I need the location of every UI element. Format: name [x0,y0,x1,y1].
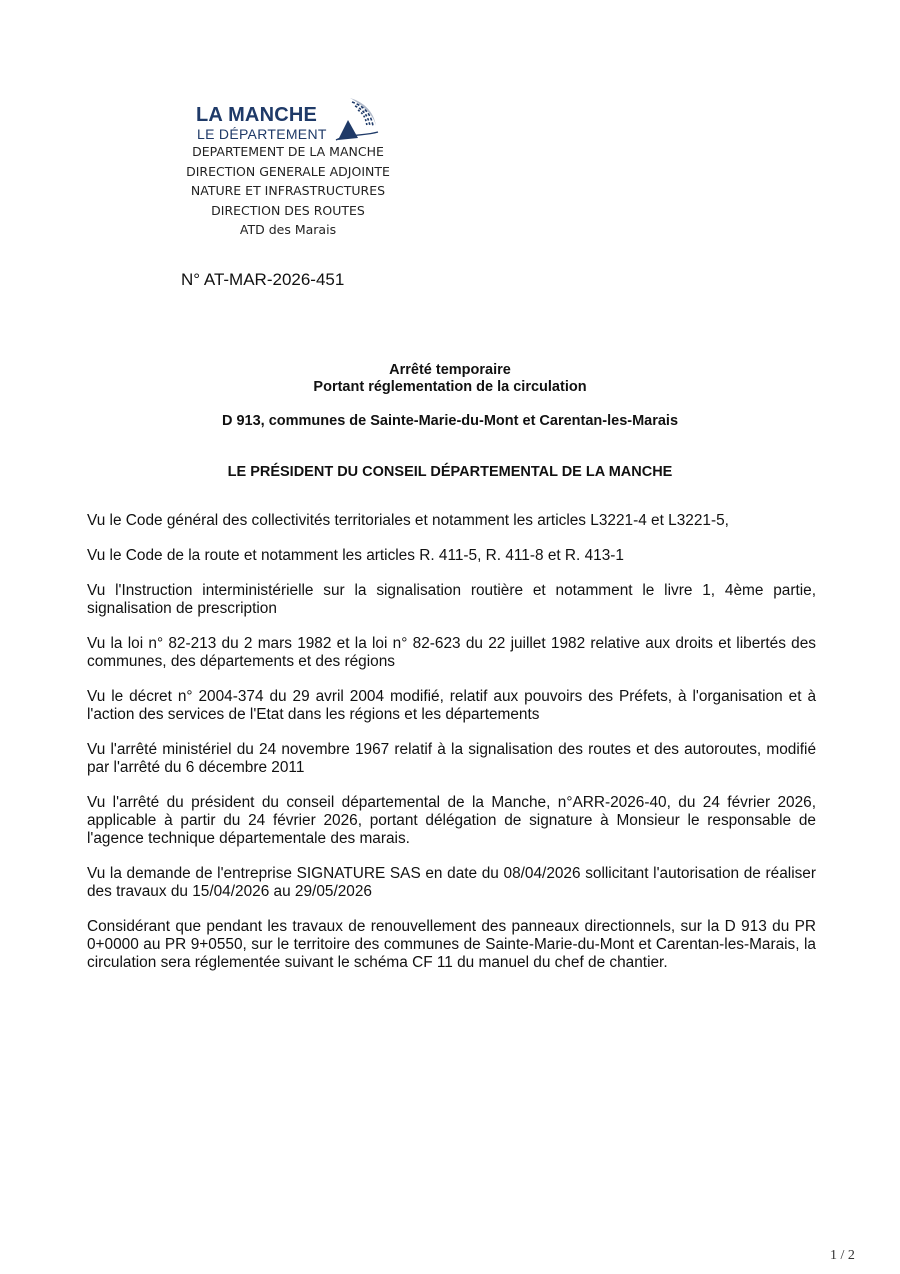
road-name: D 913 [221,413,261,429]
decree-subtitle: Portant réglementation de la circulation [313,379,587,395]
org-line: DIRECTION GENERALE ADJOINTE [186,163,390,179]
page-number: 1 / 2 [830,1248,855,1263]
manche-sail-logo-icon [334,96,380,142]
road-location [0,413,900,429]
road-communes: , communes de Sainte-Marie-du-Mont et Carentan-les-Marais [260,413,679,429]
org-line: NATURE ET INFRASTRUCTURES [190,183,386,198]
org-line: DIRECTION DES ROUTES [211,202,365,218]
considerant-paragraph: Vu le décret n° 2004-374 du 29 avril 2004 modifié, relatif aux pouvoirs des Préfets, à l'organisation et à l'action des services de l'Etat dans les régions et les départements [87,688,816,723]
decree-reference: N° AT-MAR-2026-451 [181,270,345,289]
considerant-paragraph: Vu l'arrêté du président du conseil départemental de la Manche, n°ARR-2026-40, du 24 février 2026, applicable à partir du 24 février 2026, portant délégation de signature à Monsieur le responsable de l'agence technique départementale des marais. [87,794,816,847]
considerant-paragraph: Vu le Code de la route et notamment les articles R. 411-5, R. 411-8 et R. 413-1 [87,547,624,564]
considerant-paragraph: Vu l'Instruction interministérielle sur la signalisation routière et notamment le livre 1, 4ème partie, signalisation de prescription [87,582,816,617]
considerant-paragraph: Vu la loi n° 82-213 du 2 mars 1982 et la loi n° 82-623 du 22 juillet 1982 relative aux droits et libertés des communes, des départements et des régions [87,635,816,670]
department-logo [196,96,386,142]
considerant-paragraph: Considérant que pendant les travaux de renouvellement des panneaux directionnels, sur la D 913 du PR 0+0000 au PR 9+0550, sur le territoire des communes de Sainte-Marie-du-Mont et Carentan-les-Marais, la circulation sera réglementée suivant le schéma CF 11 du manuel du chef de chantier. [87,918,816,971]
decree-title: Arrêté temporaire [389,362,511,378]
considerant-paragraph: Vu le Code général des collectivités territoriales et notamment les articles L3221-4 et L3221-5, [87,512,729,529]
considerant-paragraph: Vu la demande de l'entreprise SIGNATURE SAS en date du 08/04/2026 sollicitant l'autorisation de réaliser des travaux du 15/04/2026 au 29/05/2026 [87,865,816,900]
decree-body [87,512,816,989]
org-line: ATD des Marais [239,222,337,237]
issuing-authority: LE PRÉSIDENT DU CONSEIL DÉPARTEMENTAL DE LA MANCHE [227,464,673,480]
org-line: DEPARTEMENT DE LA MANCHE [192,144,384,159]
issuing-organization [170,142,406,240]
logo-name: LA MANCHE [196,104,318,126]
considerant-paragraph: Vu l'arrêté ministériel du 24 novembre 1967 relatif à la signalisation des routes et des autoroutes, modifié par l'arrêté du 6 décembre 2011 [87,741,816,776]
logo-subtitle: LE DÉPARTEMENT [197,126,327,142]
